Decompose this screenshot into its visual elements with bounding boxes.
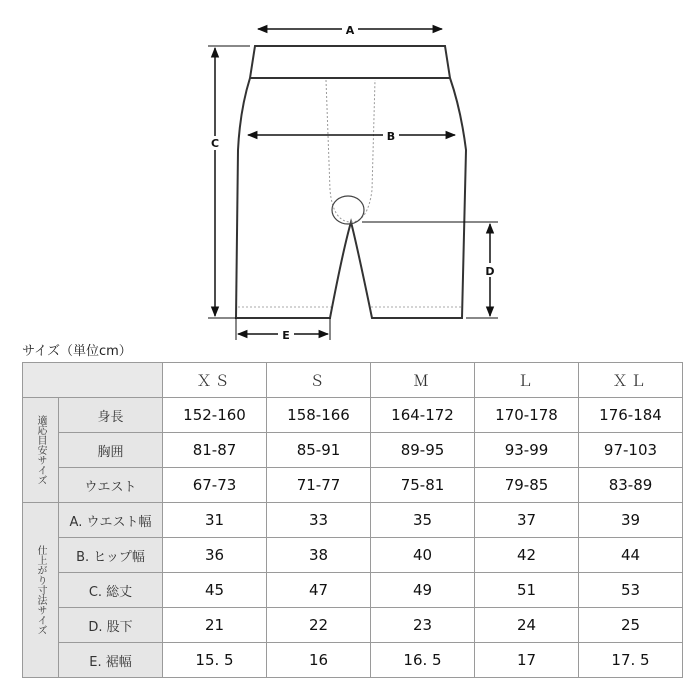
size-header: ＸＳ (163, 363, 267, 398)
group-label-fit: 適応目安サイズ (23, 398, 59, 503)
table-cell: 36 (163, 538, 267, 573)
table-row (23, 538, 683, 573)
table-cell: 170-178 (475, 398, 579, 433)
table-cell: 17 (475, 643, 579, 678)
table-cell: 42 (475, 538, 579, 573)
table-cell: 45 (163, 573, 267, 608)
header-row (23, 363, 683, 398)
table-cell: 79-85 (475, 468, 579, 503)
table-row (23, 643, 683, 678)
table-cell: 21 (163, 608, 267, 643)
table-cell: 16 (267, 643, 371, 678)
row-label: C. 総丈 (59, 573, 163, 608)
table-cell: 23 (371, 608, 475, 643)
header-corner (23, 363, 163, 398)
dimension-b-label: B (386, 130, 396, 143)
row-label: A. ウエスト幅 (59, 503, 163, 538)
dimension-a-label: A (345, 24, 355, 37)
table-cell: 83-89 (579, 468, 683, 503)
table-row (23, 398, 683, 433)
table-caption: サイズ（単位cm） (22, 344, 132, 359)
table-cell: 71-77 (267, 468, 371, 503)
table-cell: 16. 5 (371, 643, 475, 678)
row-label: E. 裾幅 (59, 643, 163, 678)
row-label: ウエスト (59, 468, 163, 503)
table-cell: 39 (579, 503, 683, 538)
table-row (23, 573, 683, 608)
table-cell: 75-81 (371, 468, 475, 503)
shorts-diagram (0, 0, 700, 340)
table-row (23, 608, 683, 643)
table-cell: 89-95 (371, 433, 475, 468)
size-table (22, 362, 683, 678)
table-cell: 38 (267, 538, 371, 573)
table-cell: 47 (267, 573, 371, 608)
table-cell: 49 (371, 573, 475, 608)
table-cell: 67-73 (163, 468, 267, 503)
table-cell: 25 (579, 608, 683, 643)
size-header: ＸＬ (579, 363, 683, 398)
size-header: Ｍ (371, 363, 475, 398)
table-cell: 176-184 (579, 398, 683, 433)
table-cell: 37 (475, 503, 579, 538)
table-row (23, 503, 683, 538)
table-cell: 40 (371, 538, 475, 573)
table-cell: 53 (579, 573, 683, 608)
table-cell: 24 (475, 608, 579, 643)
size-header: Ｌ (475, 363, 579, 398)
table-cell: 93-99 (475, 433, 579, 468)
size-header: Ｓ (267, 363, 371, 398)
table-cell: 44 (579, 538, 683, 573)
table-row (23, 468, 683, 503)
table-cell: 33 (267, 503, 371, 538)
dimension-c-label: C (210, 137, 220, 150)
table-cell: 152-160 (163, 398, 267, 433)
table-cell: 15. 5 (163, 643, 267, 678)
row-label: D. 股下 (59, 608, 163, 643)
table-cell: 164-172 (371, 398, 475, 433)
table-row (23, 433, 683, 468)
row-label: B. ヒップ幅 (59, 538, 163, 573)
table-cell: 81-87 (163, 433, 267, 468)
table-cell: 158-166 (267, 398, 371, 433)
table-cell: 17. 5 (579, 643, 683, 678)
table-cell: 31 (163, 503, 267, 538)
table-cell: 22 (267, 608, 371, 643)
dimension-d-label: D (485, 265, 495, 278)
row-label: 胸囲 (59, 433, 163, 468)
row-label: 身長 (59, 398, 163, 433)
table-cell: 51 (475, 573, 579, 608)
table-cell: 85-91 (267, 433, 371, 468)
table-cell: 35 (371, 503, 475, 538)
dimension-e-label: E (282, 329, 290, 340)
table-cell: 97-103 (579, 433, 683, 468)
group-label-finished: 仕上がり寸法サイズ (23, 503, 59, 678)
shorts-outline (236, 46, 466, 318)
